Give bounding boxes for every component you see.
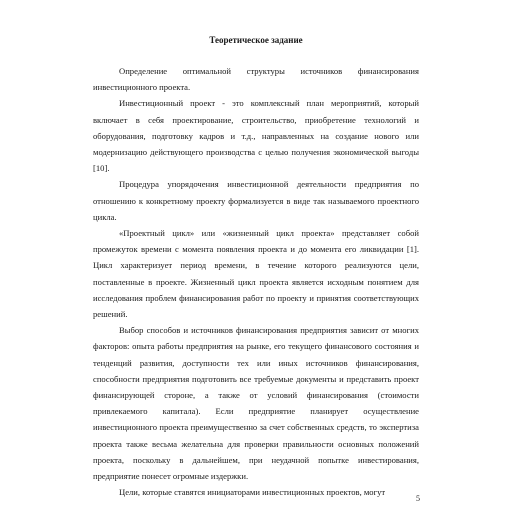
paragraph: Инвестиционный проект - это комплексный план мероприятий, который включает в себя проектирование, строительство, приобретение технологий и оборудования, подготовку кадров и т.д., направленных на создание нового или модернизацию действующего производства с целью получения экономической выгоды [10]. xyxy=(93,98,419,174)
page-number: 5 xyxy=(416,494,420,503)
paragraph: Процедура упорядочения инвестиционной деятельности предприятия по отношению к конкретному проекту формализуется в виде так называемого проектного цикла. xyxy=(93,179,419,222)
document-title: Теоретическое задание xyxy=(209,35,303,45)
paragraph: «Проектный цикл» или «жизненный цикл проекта» представляет собой промежуток времени с момента появления проекта и до момента его ликвидации [1]. Цикл характеризует период времени, в течение которого реализуются цели, поставленные в проекте. Жизненный цикл проекта является исходным понятием для исследования проблем финансирования работ по проекту и принятия соответствующих решений. xyxy=(93,228,419,320)
paragraph: Выбор способов и источников финансирования предприятия зависит от многих факторов: опыта работы предприятия на рынке, его текущего финансового состояния и тенденций развития, доступности тех или иных источников финансирования, способности предприятия подготовить все требуемые документы и представить проект финансирующей стороне, а также от условий финансирования (стоимости привлекаемого капитала). Если предприятие планирует осуществление инвестиционного проекта преимущественно за счет собственных средств, то экспертиза проекта также весьма желательна для проверки правильности основных положений проекта, поскольку в дальнейшем, при неудачной попытке инвестирования, предприятие понесет огромные издержки. xyxy=(93,325,419,482)
paragraph: Цели, которые ставятся инициаторами инвестиционных проектов, могут xyxy=(119,487,386,498)
document-body xyxy=(93,63,419,500)
paragraph: Определение оптимальной структуры источников финансирования инвестиционного проекта. xyxy=(93,66,419,93)
